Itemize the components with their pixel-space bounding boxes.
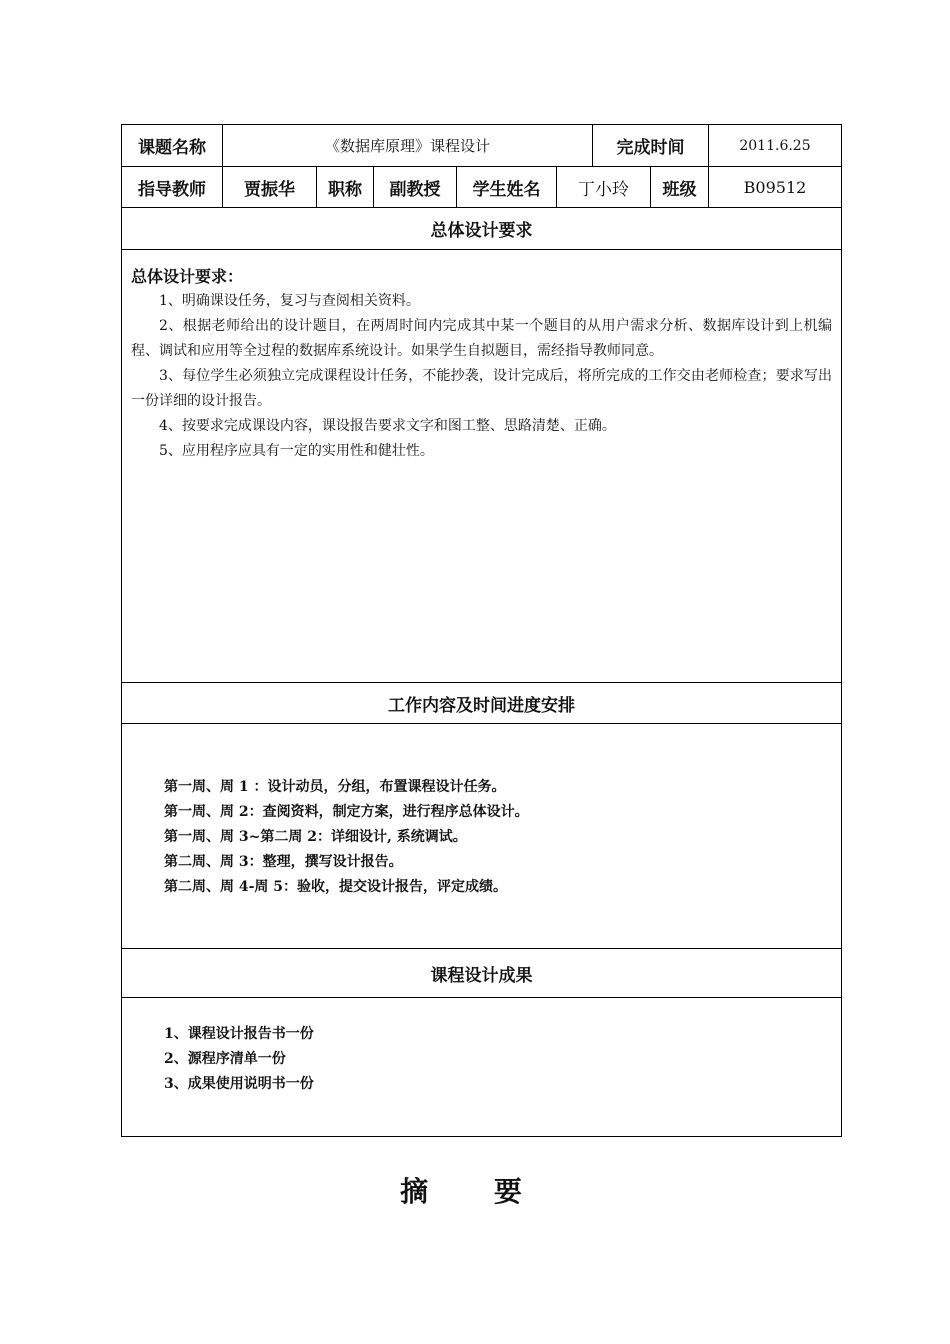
title-value: 副教授 xyxy=(374,167,457,207)
finish-label: 完成时间 xyxy=(593,125,709,166)
finish-value: 2011.6.25 xyxy=(739,137,811,154)
schedule-item: 第一周、周 2：查阅资料，制定方案，进行程序总体设计。 xyxy=(164,804,529,820)
course-design-form xyxy=(121,124,842,1137)
topic-label: 课题名称 xyxy=(122,125,223,166)
requirements-title: 总体设计要求： xyxy=(131,267,244,286)
student-label: 学生姓名 xyxy=(457,167,557,207)
outcome-item: 1、课程设计报告书一份 xyxy=(164,1026,314,1042)
abstract-title: 摘 要 xyxy=(400,1175,550,1208)
title-label: 职称 xyxy=(317,167,374,207)
outcome-item: 3、成果使用说明书一份 xyxy=(164,1076,314,1092)
class-value: B09512 xyxy=(743,177,807,197)
outcomes-section xyxy=(122,998,841,1136)
topic-row xyxy=(122,125,841,167)
schedule-section xyxy=(122,724,841,949)
requirements-heading: 总体设计要求 xyxy=(122,208,841,250)
student-value: 丁小玲 xyxy=(557,167,651,207)
requirement-item: 3、每位学生必须独立完成课程设计任务，不能抄袭，设计完成后，将所完成的工作交由老师检查；要求写出一份详细的设计报告。 xyxy=(131,368,832,409)
requirement-item: 2、根据老师给出的设计题目，在两周时间内完成其中某一个题目的从用户需求分析、数据库设计到上机编程、调试和应用等全过程的数据库系统设计。如果学生自拟题目，需经指导教师同意。 xyxy=(131,318,832,359)
schedule-item: 第二周、周 4-周 5：验收，提交设计报告，评定成绩。 xyxy=(164,879,508,895)
schedule-item: 第一周、周 3~第二周 2：详细设计, 系统调试。 xyxy=(164,829,467,845)
schedule-item: 第二周、周 3：整理，撰写设计报告。 xyxy=(164,854,403,870)
class-label: 班级 xyxy=(651,167,709,207)
requirement-item: 5、应用程序应具有一定的实用性和健壮性。 xyxy=(159,443,434,459)
requirement-item: 1、明确课设任务，复习与查阅相关资料。 xyxy=(159,293,420,309)
requirements-section xyxy=(122,250,841,683)
outcome-item: 2、源程序清单一份 xyxy=(164,1051,286,1067)
teacher-value: 贾振华 xyxy=(223,167,317,207)
requirement-item: 4、按要求完成课设内容，课设报告要求文字和图工整、思路清楚、正确。 xyxy=(159,418,616,434)
outcomes-heading: 课程设计成果 xyxy=(122,949,841,998)
teacher-label: 指导教师 xyxy=(122,167,223,207)
schedule-item: 第一周、周 1 ：设计动员，分组，布置课程设计任务。 xyxy=(164,779,506,795)
schedule-heading: 工作内容及时间进度安排 xyxy=(122,683,841,724)
teacher-row xyxy=(122,167,841,208)
topic-value: 《数据库原理》课程设计 xyxy=(223,125,593,166)
